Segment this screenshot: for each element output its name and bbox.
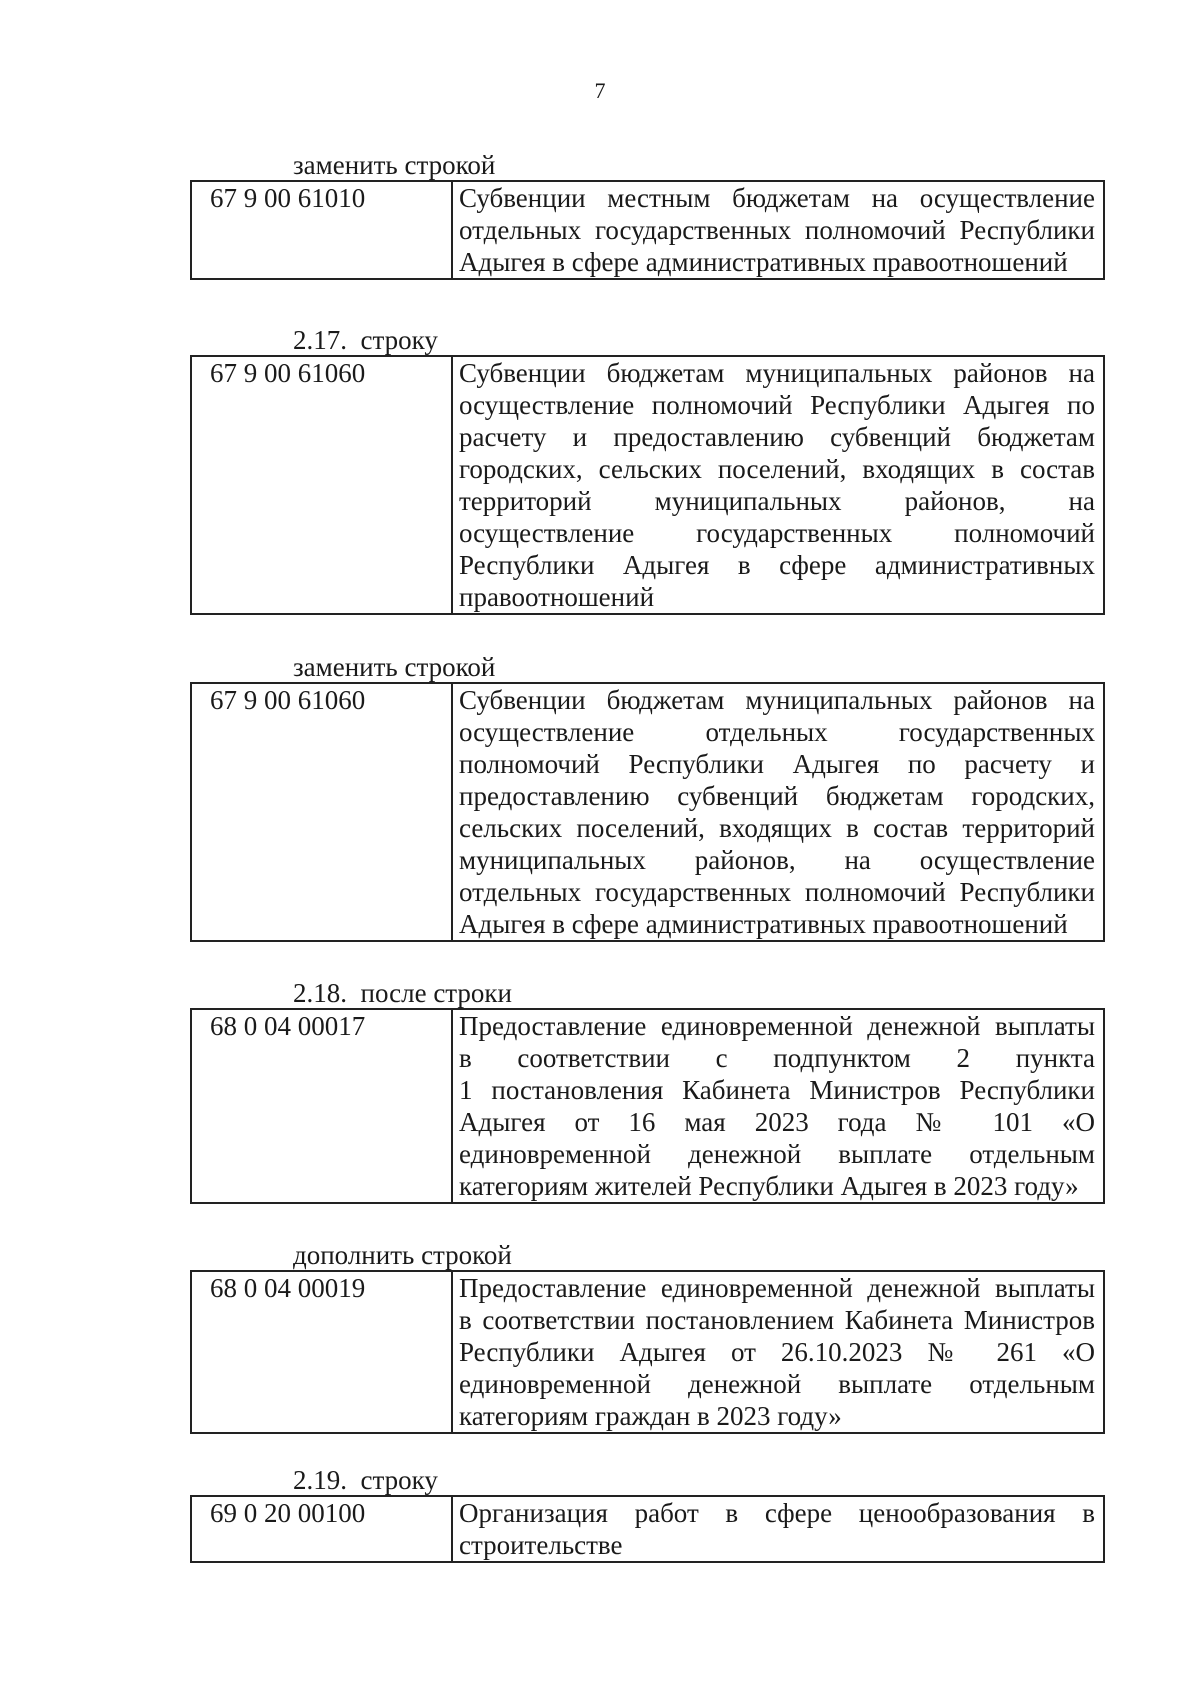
table-row [191,1271,1104,1433]
section-label: заменить строкой [293,652,496,682]
budget-code: 68 0 04 00017 [191,1009,452,1203]
table-row [191,181,1104,279]
budget-description [452,683,1104,941]
description-line: Адыгея от 16 мая 2023 года № 101 «О [459,1107,1095,1137]
budget-description [452,356,1104,614]
budget-code: 67 9 00 61010 [191,181,452,279]
budget-description [452,181,1104,279]
description-line: сельских поселений, входящих в состав территорий [459,813,1095,843]
page-number: 7 [594,78,606,103]
description-line: расчету и предоставлению субвенций бюджетам [459,422,1095,452]
budget-code: 67 9 00 61060 [191,683,452,941]
section-label: заменить строкой [293,150,496,180]
description-line: территорий муниципальных районов, на [459,486,1095,516]
budget-description [452,1271,1104,1433]
budget-code-table [190,1495,1105,1563]
section-label: 2.17. строку [293,325,438,355]
description-line: Адыгея в сфере административных правоотношений [459,247,1068,277]
section-replace-61060 [190,652,1105,942]
section-2-19-row [190,1465,1105,1563]
description-line: осуществление государственных полномочий [459,518,1095,548]
description-line: полномочий Республики Адыгея по расчету и [459,749,1095,779]
description-line: правоотношений [459,582,655,612]
budget-code-table [190,1270,1105,1434]
budget-code-table [190,682,1105,942]
budget-code-table [190,180,1105,280]
description-line: единовременной денежной выплате отдельным [459,1369,1095,1399]
description-line: Организация работ в сфере ценообразования в [459,1498,1095,1528]
section-label: 2.19. строку [293,1465,438,1495]
section-add-row [190,1240,1105,1434]
section-label: дополнить строкой [293,1240,512,1270]
description-line: Республики Адыгея в сфере административных [459,550,1095,580]
table-row [191,683,1104,941]
budget-code-table [190,1008,1105,1204]
budget-code-table [190,355,1105,615]
section-replace-61010 [190,150,1105,280]
table-row [191,1009,1104,1203]
description-line: 1 постановления Кабинета Министров Республики [459,1075,1095,1105]
budget-code: 69 0 20 00100 [191,1496,452,1562]
description-line: отдельных государственных полномочий Республики [459,877,1095,907]
description-line: Субвенции местным бюджетам на осуществление [459,183,1095,213]
description-line: строительстве [459,1530,623,1560]
description-line: категориям граждан в 2023 году» [459,1401,842,1431]
description-line: категориям жителей Республики Адыгея в 2023 году» [459,1171,1079,1201]
description-line: Предоставление единовременной денежной выплаты [459,1011,1095,1041]
budget-description [452,1009,1104,1203]
description-line: муниципальных районов, на осуществление [459,845,1095,875]
budget-description [452,1496,1104,1562]
description-line: Адыгея в сфере административных правоотношений [459,909,1068,939]
section-2-18-after-row [190,978,1105,1204]
description-line: Республики Адыгея от 26.10.2023 № 261 «О [459,1337,1095,1367]
section-label: 2.18. после строки [293,978,512,1008]
description-line: в соответствии постановлением Кабинета Министров [459,1305,1095,1335]
description-line: Субвенции бюджетам муниципальных районов на [459,685,1095,715]
description-line: городских, сельских поселений, входящих в состав [459,454,1095,484]
table-row [191,1496,1104,1562]
description-line: осуществление отдельных государственных [459,717,1095,747]
description-line: отдельных государственных полномочий Республики [459,215,1095,245]
description-line: в соответствии с подпунктом 2 пункта [459,1043,1095,1073]
description-line: единовременной денежной выплате отдельным [459,1139,1095,1169]
description-line: Предоставление единовременной денежной выплаты [459,1273,1095,1303]
table-row [191,356,1104,614]
budget-code: 67 9 00 61060 [191,356,452,614]
section-2-17-row [190,325,1105,615]
description-line: Субвенции бюджетам муниципальных районов на [459,358,1095,388]
budget-code: 68 0 04 00019 [191,1271,452,1433]
description-line: предоставлению субвенций бюджетам городских, [459,781,1095,811]
description-line: осуществление полномочий Республики Адыгея по [459,390,1095,420]
